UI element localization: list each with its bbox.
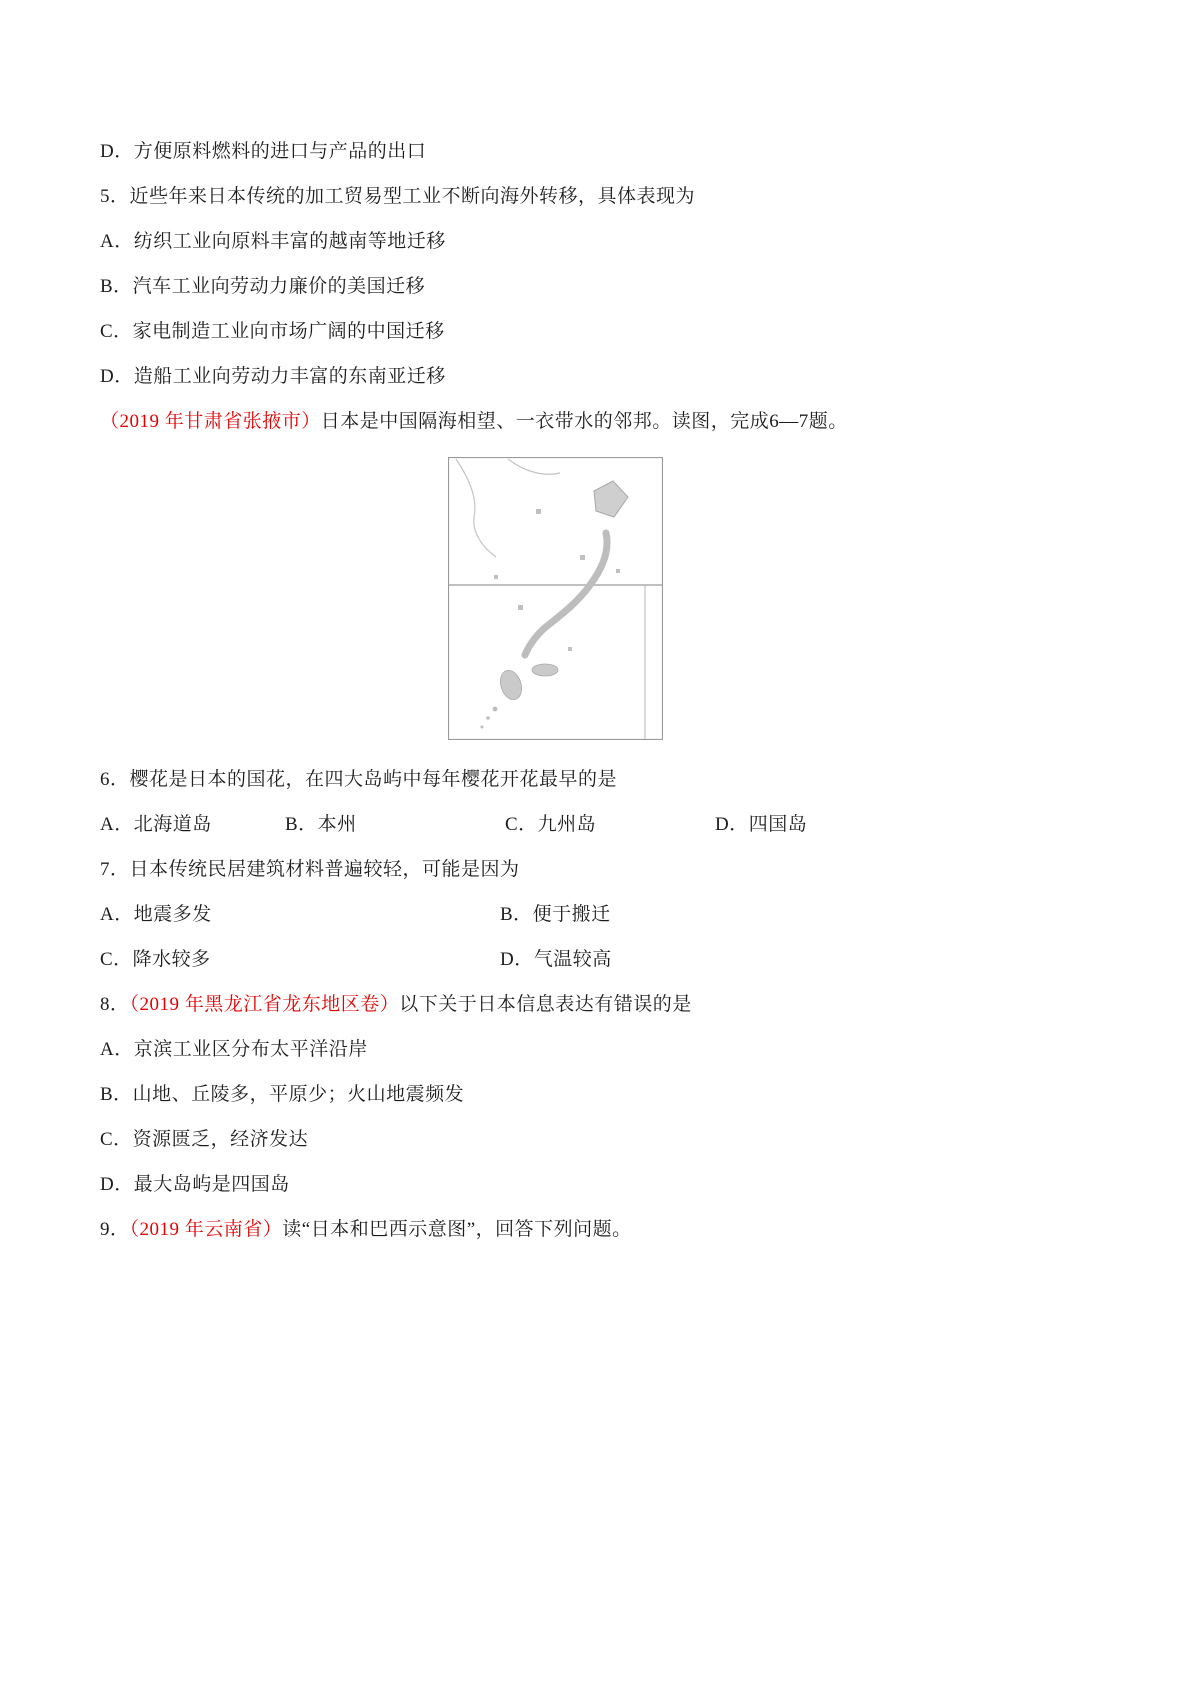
question-5-option-c: C．家电制造工业向市场广阔的中国迁移 xyxy=(100,321,445,342)
question-4-option-d: D．方便原料燃料的进口与产品的出口 xyxy=(100,141,427,162)
question-7-option-b: B．便于搬迁 xyxy=(500,904,611,925)
question-7-option-c: C．降水较多 xyxy=(100,949,211,970)
question-5-option-d: D．造船工业向劳动力丰富的东南亚迁移 xyxy=(100,366,446,387)
question-5-option-a: A．纺织工业向原料丰富的越南等地迁移 xyxy=(100,231,446,252)
japan-map xyxy=(448,457,663,740)
question-7-options-row-1 xyxy=(100,905,1110,925)
passage-source: （2019 年甘肃省张掖市） xyxy=(100,411,321,432)
question-8-option-d: D．最大岛屿是四国岛 xyxy=(100,1174,290,1195)
question-7-options-row-2 xyxy=(100,950,1110,970)
question-9-number: 9． xyxy=(100,1219,130,1240)
question-8-source: （2019 年黑龙江省龙东地区卷） xyxy=(129,994,400,1015)
question-9-source: （2019 年云南省） xyxy=(129,1219,283,1240)
question-6-stem: 6．樱花是日本的国花，在四大岛屿中每年樱花开花最早的是 xyxy=(100,769,618,790)
question-8-option-a: A．京滨工业区分布太平洋沿岸 xyxy=(100,1039,368,1060)
question-6-option-a: A．北海道岛 xyxy=(100,814,212,835)
question-6-option-b: B．本州 xyxy=(285,814,357,835)
passage-6-7 xyxy=(100,412,1110,432)
question-7-option-a: A．地震多发 xyxy=(100,904,212,925)
question-8-number: 8． xyxy=(100,994,130,1015)
question-6-option-d: D．四国岛 xyxy=(715,814,808,835)
question-7-option-d: D．气温较高 xyxy=(500,949,612,970)
passage-text: 日本是中国隔海相望、一衣带水的邻邦。读图，完成6—7题。 xyxy=(320,411,848,432)
question-7-stem: 7．日本传统民居建筑材料普遍较轻，可能是因为 xyxy=(100,859,520,880)
question-9-stem xyxy=(100,1220,1110,1240)
question-6-option-c: C．九州岛 xyxy=(505,814,597,835)
question-5-option-b: B．汽车工业向劳动力廉价的美国迁移 xyxy=(100,276,426,297)
exam-document xyxy=(100,142,1110,1240)
question-8-text: 以下关于日本信息表达有错误的是 xyxy=(399,994,692,1015)
question-8-stem xyxy=(100,995,1110,1015)
japan-map-figure xyxy=(448,457,663,740)
question-9-text: 读“日本和巴西示意图”，回答下列问题。 xyxy=(282,1219,632,1240)
question-8-option-c: C．资源匮乏，经济发达 xyxy=(100,1129,309,1150)
question-6-options xyxy=(100,815,1110,835)
question-5-stem: 5．近些年来日本传统的加工贸易型工业不断向海外转移，具体表现为 xyxy=(100,186,696,207)
question-8-option-b: B．山地、丘陵多，平原少；火山地震频发 xyxy=(100,1084,465,1105)
